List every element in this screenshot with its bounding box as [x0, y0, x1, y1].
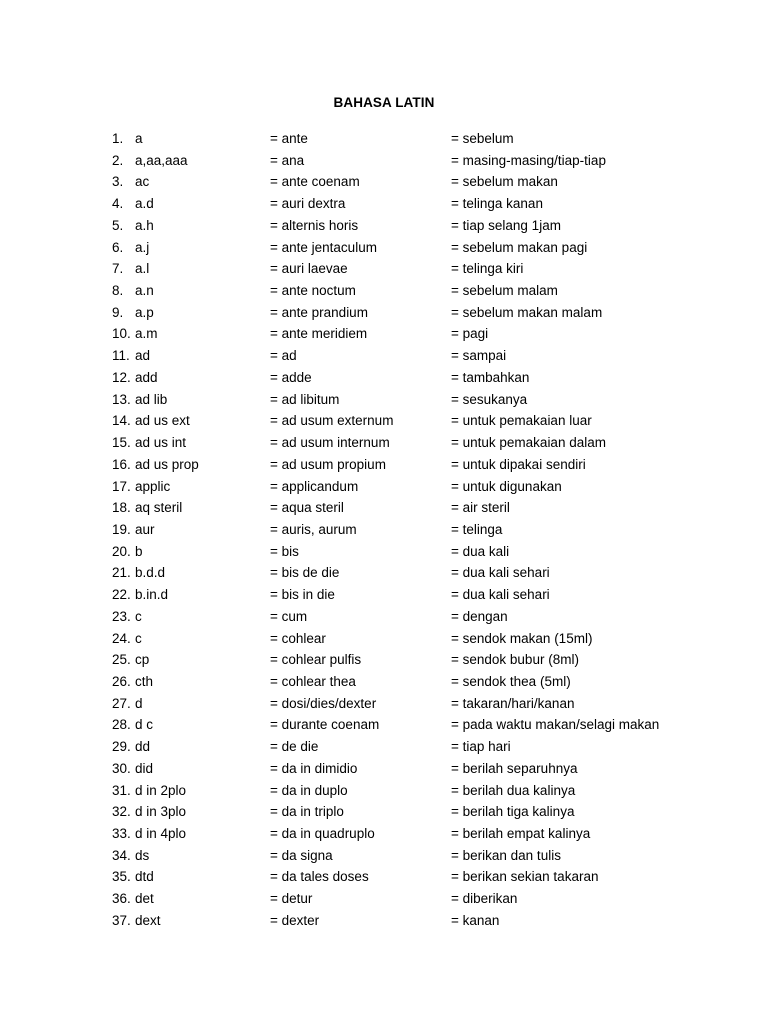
abbreviation: c [135, 608, 142, 624]
abbreviation: ac [135, 174, 150, 190]
meaning: = tiap hari [451, 739, 511, 755]
meaning: = sampai [451, 348, 507, 364]
list-item [0, 693, 768, 715]
meaning: = untuk pemakaian dalam [451, 435, 606, 451]
list-item [0, 237, 768, 259]
abbreviation: a.l [135, 261, 150, 277]
abbreviation: b.d.d [135, 565, 166, 581]
abbreviation: d in 4plo [135, 826, 187, 841]
list-item [0, 562, 768, 584]
item-number: 1. [112, 131, 124, 146]
latin-term: = ad usum externum [270, 413, 394, 429]
item-number: 28. [112, 717, 131, 733]
latin-term: = auri laevae [270, 261, 348, 277]
latin-term: = de die [270, 739, 319, 755]
abbreviation: d c [135, 717, 154, 733]
abbreviation: a.p [135, 304, 154, 320]
item-number: 2. [112, 152, 124, 168]
latin-term: = cum [270, 608, 308, 624]
abbreviation: a,aa,aaa [135, 152, 188, 168]
list-item [0, 280, 768, 302]
abbreviation: b [135, 543, 143, 559]
meaning: = berilah empat kalinya [451, 826, 591, 841]
abbreviation: cp [135, 652, 150, 668]
abbreviation: ad lib [135, 391, 168, 407]
latin-term: = bis [270, 543, 299, 559]
latin-term: = detur [270, 891, 313, 907]
meaning: = pagi [451, 326, 489, 342]
list-item [0, 454, 768, 476]
list-item [0, 866, 768, 888]
list-item [0, 258, 768, 280]
item-number: 5. [112, 217, 124, 233]
item-number: 29. [112, 739, 131, 755]
list-item [0, 193, 768, 215]
latin-term: = ante coenam [270, 174, 360, 190]
meaning: = sebelum makan pagi [451, 239, 588, 255]
meaning: = berilah dua kalinya [451, 782, 576, 798]
abbreviation: det [135, 891, 154, 907]
abbreviation: d in 2plo [135, 782, 187, 798]
latin-term: = ante jentaculum [270, 239, 377, 255]
list-item [0, 736, 768, 758]
item-number: 9. [112, 304, 124, 320]
list-item [0, 671, 768, 693]
meaning: = tiap selang 1jam [451, 217, 561, 233]
abbreviation: aur [135, 521, 155, 537]
latin-term: = ad usum propium [270, 456, 386, 472]
item-number: 15. [112, 435, 131, 451]
meaning: = dua kali [451, 543, 510, 559]
item-number: 35. [112, 869, 131, 885]
meaning: = untuk pemakaian luar [451, 413, 592, 429]
abbreviation: a.d [135, 196, 154, 212]
meaning: = takaran/hari/kanan [451, 695, 575, 711]
list-item [0, 389, 768, 411]
item-number: 23. [112, 608, 131, 624]
abbreviation: b.in.d [135, 587, 169, 603]
abbreviation: ad us prop [135, 456, 199, 472]
item-number: 24. [112, 630, 131, 646]
item-number: 21. [112, 565, 131, 581]
meaning: = untuk digunakan [451, 478, 562, 494]
abbreviation: a.j [135, 239, 150, 255]
list-item [0, 823, 768, 845]
latin-term: = applicandum [270, 478, 359, 494]
abbreviation: ad [135, 348, 151, 364]
abbreviation: aq steril [135, 500, 183, 516]
list-item [0, 714, 768, 736]
meaning: = berilah tiga kalinya [451, 804, 575, 820]
latin-term: = ante meridiem [270, 326, 368, 342]
list-item [0, 606, 768, 628]
meaning: = berilah separuhnya [451, 760, 578, 776]
abbreviation: did [135, 760, 154, 776]
list-item [0, 367, 768, 389]
meaning: = dengan [451, 608, 508, 624]
item-number: 20. [112, 543, 131, 559]
latin-term: = aqua steril [270, 500, 344, 516]
latin-term: = ante prandium [270, 304, 368, 320]
meaning: = telinga kiri [451, 261, 524, 277]
abbreviation: a.h [135, 217, 154, 233]
meaning: = pada waktu makan/selagi makan [451, 717, 660, 733]
list-item [0, 345, 768, 367]
list-item [0, 150, 768, 172]
meaning: = sendok bubur (8ml) [451, 652, 579, 668]
latin-term: = ana [270, 152, 305, 168]
item-number: 13. [112, 391, 131, 407]
latin-term: = durante coenam [270, 717, 380, 733]
latin-term: = ad [270, 348, 297, 364]
list-item [0, 541, 768, 563]
list-item [0, 584, 768, 606]
meaning: = sebelum makan malam [451, 304, 603, 320]
list-item [0, 649, 768, 671]
latin-term: = da in dimidio [270, 760, 358, 776]
latin-term: = ante [270, 131, 308, 146]
item-number: 17. [112, 478, 131, 494]
abbreviation: ad us int [135, 435, 187, 451]
latin-term: = da in quadruplo [270, 826, 375, 841]
meaning: = air steril [451, 500, 510, 516]
list-item [0, 910, 768, 932]
item-number: 27. [112, 695, 131, 711]
item-number: 10. [112, 326, 131, 342]
meaning: = kanan [451, 912, 500, 928]
meaning: = diberikan [451, 891, 518, 907]
item-number: 4. [112, 196, 124, 212]
item-number: 7. [112, 261, 124, 277]
list-item [0, 497, 768, 519]
abbreviation: c [135, 630, 142, 646]
latin-term: = ad usum internum [270, 435, 390, 451]
meaning: = sendok thea (5ml) [451, 673, 571, 689]
abbreviation: a.n [135, 283, 154, 299]
list-item [0, 171, 768, 193]
item-number: 33. [112, 826, 131, 841]
latin-term: = bis de die [270, 565, 340, 581]
abbreviation: a [135, 131, 143, 146]
list-item [0, 128, 768, 150]
item-number: 22. [112, 587, 131, 603]
list-item [0, 780, 768, 802]
meaning: = berikan dan tulis [451, 847, 561, 863]
latin-term: = da signa [270, 847, 333, 863]
list-item [0, 302, 768, 324]
item-number: 30. [112, 760, 131, 776]
abbreviation: d [135, 695, 143, 711]
latin-term: = da in duplo [270, 782, 348, 798]
latin-term: = da tales doses [270, 869, 369, 885]
meaning: = sebelum malam [451, 283, 558, 299]
list-item [0, 519, 768, 541]
latin-term: = cohlear [270, 630, 326, 646]
latin-term: = da in triplo [270, 804, 344, 820]
item-number: 18. [112, 500, 131, 516]
list-item [0, 801, 768, 823]
abbreviation: d in 3plo [135, 804, 187, 820]
abbreviation: cth [135, 673, 154, 689]
item-number: 11. [112, 348, 130, 364]
meaning: = telinga [451, 521, 503, 537]
abbreviation: dext [135, 912, 161, 928]
latin-term: = ante noctum [270, 283, 356, 299]
list-item [0, 323, 768, 345]
meaning: = sendok makan (15ml) [451, 630, 593, 646]
abbreviation: ds [135, 847, 150, 863]
list-item [0, 758, 768, 780]
item-number: 34. [112, 847, 131, 863]
abbreviation: dd [135, 739, 151, 755]
latin-term: = ad libitum [270, 391, 340, 407]
item-number: 14. [112, 413, 131, 429]
meaning: = sesukanya [451, 391, 528, 407]
meaning: = masing-masing/tiap-tiap [451, 152, 606, 168]
list-item [0, 888, 768, 910]
item-number: 8. [112, 283, 124, 299]
item-number: 19. [112, 521, 131, 537]
latin-term: = dexter [270, 912, 320, 928]
list-item [0, 628, 768, 650]
list-item [0, 476, 768, 498]
latin-term: = cohlear thea [270, 673, 356, 689]
list-item [0, 410, 768, 432]
abbreviation: ad us ext [135, 413, 190, 429]
list-item [0, 845, 768, 867]
item-number: 16. [112, 456, 131, 472]
item-number: 31. [112, 782, 131, 798]
abbreviation-list [0, 128, 768, 932]
abbreviation: dtd [135, 869, 154, 885]
item-number: 37. [112, 912, 131, 928]
meaning: = dua kali sehari [451, 565, 550, 581]
latin-term: = adde [270, 369, 312, 385]
item-number: 36. [112, 891, 131, 907]
latin-term: = alternis horis [270, 217, 359, 233]
meaning: = berikan sekian takaran [451, 869, 599, 885]
item-number: 12. [112, 369, 131, 385]
abbreviation: applic [135, 478, 171, 494]
item-number: 3. [112, 174, 124, 190]
meaning: = telinga kanan [451, 196, 543, 212]
item-number: 26. [112, 673, 131, 689]
abbreviation: add [135, 369, 158, 385]
list-item [0, 215, 768, 237]
latin-term: = dosi/dies/dexter [270, 695, 377, 711]
meaning: = sebelum makan [451, 174, 558, 190]
latin-term: = bis in die [270, 587, 335, 603]
page-title: BAHASA LATIN [333, 95, 435, 110]
item-number: 6. [112, 239, 124, 255]
meaning: = untuk dipakai sendiri [451, 456, 586, 472]
item-number: 25. [112, 652, 131, 668]
meaning: = tambahkan [451, 369, 530, 385]
list-item [0, 432, 768, 454]
latin-term: = auris, aurum [270, 521, 357, 537]
meaning: = dua kali sehari [451, 587, 550, 603]
item-number: 32. [112, 804, 131, 820]
latin-term: = auri dextra [270, 196, 346, 212]
abbreviation: a.m [135, 326, 158, 342]
meaning: = sebelum [451, 131, 514, 146]
latin-term: = cohlear pulfis [270, 652, 362, 668]
